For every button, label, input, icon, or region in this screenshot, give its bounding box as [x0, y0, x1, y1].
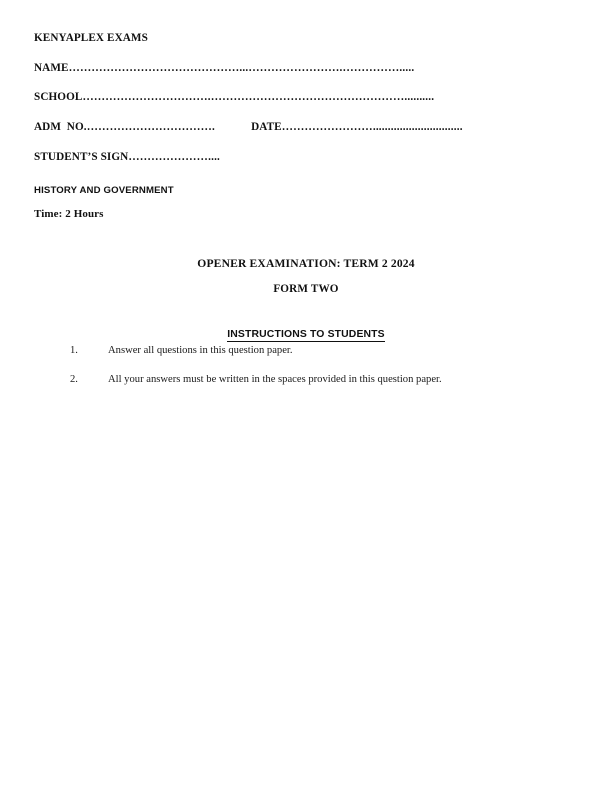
instruction-number: 2. — [70, 374, 78, 386]
list-item — [70, 373, 540, 386]
field-student-sign-row — [34, 152, 504, 163]
instruction-number: 1. — [70, 345, 78, 356]
subject-title: HISTORY AND GOVERNMENT — [34, 185, 174, 196]
field-name-label: NAME — [34, 61, 69, 74]
field-name-dots[interactable]: ………………………………………...…………………….……………..... — [68, 61, 415, 74]
field-adm-no-label: ADM NO — [34, 121, 84, 134]
field-school-label: SCHOOL — [34, 91, 83, 104]
list-item — [70, 344, 540, 357]
organization-title: KENYAPLEX EXAMS — [34, 32, 148, 44]
field-adm-no-dots[interactable]: .……………………………. — [83, 121, 216, 134]
field-name-row — [34, 63, 504, 74]
instructions-list — [70, 344, 540, 402]
instruction-text: Answer all questions in this question paper. — [108, 345, 293, 356]
field-adm-date-row — [34, 122, 504, 133]
instruction-text: All your answers must be written in the spaces provided in this question paper. — [108, 374, 442, 386]
time-allocation: Time: 2 Hours — [34, 208, 104, 220]
field-school-dots[interactable]: …………………………….…………………………………………….......... — [82, 91, 435, 104]
field-school-row — [34, 92, 504, 103]
field-date-label: DATE — [251, 121, 282, 134]
student-details-block — [34, 33, 504, 163]
instructions-heading — [0, 329, 612, 340]
form-level: FORM TWO — [273, 283, 339, 295]
exam-title: OPENER EXAMINATION: TERM 2 2024 — [197, 257, 415, 270]
field-student-sign-label: STUDENT’S SIGN — [34, 150, 129, 163]
instructions-heading-text: INSTRUCTIONS TO STUDENTS — [227, 329, 385, 340]
field-date-dots[interactable]: …………………….............................. — [281, 121, 463, 134]
field-student-sign-dots[interactable]: ………………….... — [128, 150, 221, 163]
